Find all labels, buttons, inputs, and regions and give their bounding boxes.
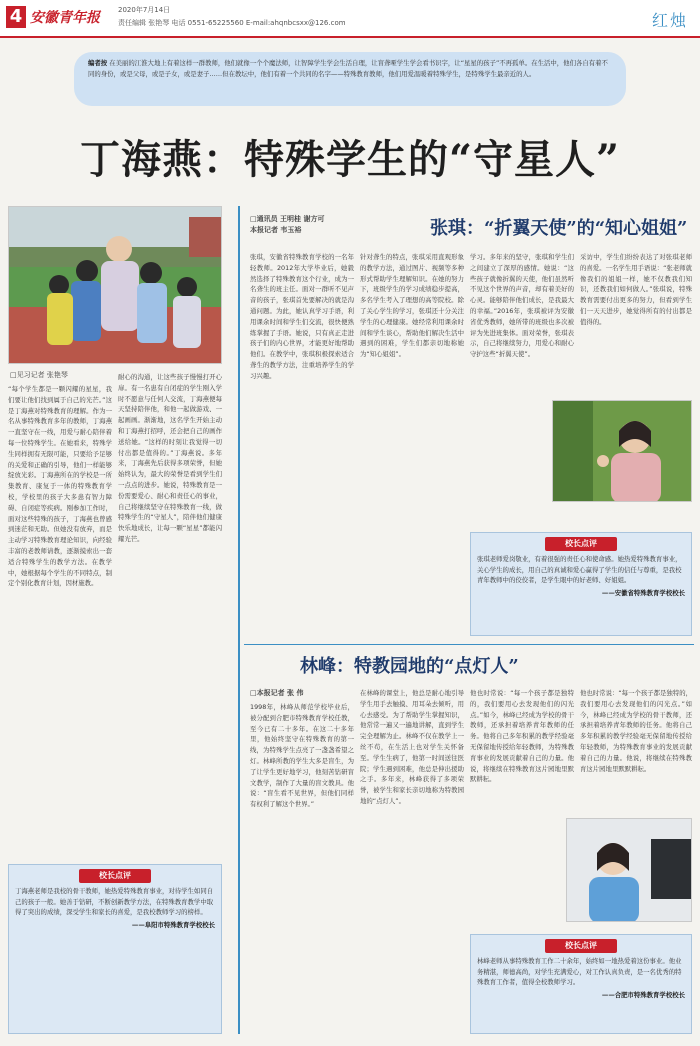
left-principal-comment	[8, 864, 222, 1034]
issue-date: 2020年7月14日	[118, 6, 171, 14]
zhang-article-column-2: 针对聋生的特点，张琪采用直观形象的教学方法，通过图片、视频等多种形式帮助学生理解知识。在她的努力下，班级学生的学习成绩稳步提高，多名学生考入了理想的高等院校。除了关心学生的学习，张琪还十分关注学生的心理健康。她经常利用课余时间和学生谈心，帮助他们解决生活中遇到的困难，学生们都亲切地称她为“知心姐姐”。	[360, 253, 464, 359]
main-headline: 丁海燕：特殊学生的“守星人”	[79, 136, 620, 183]
editor-note-text: 在美丽的江淮大地上有着这样一群教师，他们就像一个个魔法师，让智障学生学会生活自理，让盲聋哑学生学会看书识字，让“星星的孩子”不再孤单。在生活中，他们各自有着不同的身份，或是父母，或是子女，或是妻子……但在教坛中，他们有着一个共同的名字——特殊教育教师，他们用爱温暖着特殊学生，是特殊学生最亲近的人。	[88, 59, 608, 78]
zhang-principal-comment	[470, 532, 692, 636]
column-divider	[238, 206, 240, 1034]
lin-principal-comment	[470, 934, 692, 1034]
zhang-article-column-3: 学习。多年来的坚守，张琪和学生们之间建立了深厚的感情。她说：“这些孩子就像折翼的天使，他们虽然听不见这个世界的声音，却有着美好的心灵。能够陪伴他们成长，是我最大的幸福。”2016年，张琪被评为安徽省优秀教师，她所带的班级也多次被评为先进班集体。面对荣誉，张琪表示，自己将继续努力，用爱心和耐心守护这些“折翼天使”。	[470, 253, 574, 359]
page-header	[0, 0, 700, 38]
zhang-article-title: 张琪：“折翼天使”的“知心姐姐”	[430, 218, 688, 239]
lin-article-column-2: 在林峰的课堂上，他总是耐心地引导学生用手去触摸、用耳朵去倾听，用心去感受。为了帮助学生掌握知识，他常常一遍又一遍地讲解，直到学生完全理解为止。林峰不仅在教学上一丝不苟，在生活上也对学生关怀备至。学生生病了，他第一时间送往医院；学生遇到困难，他总是伸出援助之手。多年来，林峰获得了多项荣誉，被学生和家长亲切地称为特教园地的“点灯人”。	[360, 689, 464, 805]
comment-signature: ——安徽省特殊教育学校校长	[601, 588, 685, 597]
zhang-article-column-4: 采访中，学生们纷纷表达了对张琪老师的喜爱。一名学生用手语说：“张老师就像我们的姐姐一样，她不仅教我们知识，还教我们如何做人。”张琪说，特殊教育需要付出更多的努力，但看到学生们一天天进步，她觉得所有的付出都是值得的。	[580, 253, 692, 326]
lin-article-column-3: 他也时常说：“每一个孩子都是独特的，我们要用心去发现他们的闪光点。”如今，林峰已经成为学校的骨干教师，还承担着培养青年教师的任务。他将自己多年积累的教学经验毫无保留地传授给年轻教师，为特殊教育事业的发展贡献着自己的力量。他说，将继续在特殊教育这片园地里默默耕耘。	[470, 689, 574, 784]
comment-heading: 校长点评	[79, 869, 151, 883]
comment-text: 丁海燕老师是我校的骨干教师，她热爱特殊教育事业，对待学生如同自己的孩子一般。她善于钻研，不断创新教学方法，在特殊教育教学中取得了突出的成绩，深受学生和家长的喜爱，是我校教师学习的榜样。	[15, 887, 214, 917]
newspaper-name: 安徽青年报	[30, 10, 100, 26]
editor-note	[74, 52, 626, 106]
comment-signature: ——合肥市特殊教育学校校长	[601, 990, 685, 999]
photo-zhang-qi	[552, 400, 692, 502]
comment-heading: 校长点评	[545, 939, 617, 953]
lin-article-column-4: 他也时常说：“每一个孩子都是独特的，我们要用心去发现他们的闪光点。”如今，林峰已经成为学校的骨干教师，还承担着培养青年教师的任务。他将自己多年积累的教学经验毫无保留地传授给年轻教师，为特殊教育事业的发展贡献着自己的力量。他说，将继续在特殊教育这片园地里默默耕耘。	[580, 689, 692, 773]
lin-article-title: 林峰：特教园地的“点灯人”	[300, 656, 519, 677]
zhang-article-byline: □通讯员 王明桂 谢方可 本报记者 韦玉裕	[250, 215, 325, 234]
comment-text: 林峰老师从事特殊教育工作二十余年，始终如一地热爱着这份事业。他业务精湛，师德高尚，对学生充满爱心，对工作认真负责，是一名优秀的特殊教育工作者，值得全校教师学习。	[477, 957, 682, 987]
editor-note-label: 编者按	[88, 59, 108, 67]
editor-contact: 责任编辑 张艳琴 电话 0551-65225560 E-mail:ahqnbcsxx@126.com	[118, 19, 346, 27]
lin-article-column-1: 1998年，林峰从师范学校毕业后，被分配到合肥市特殊教育学校任教，至今已有二十多年。在这二十多年里，他始终坚守在特殊教育的第一线，为特殊学生点亮了一盏盏希望之灯。林峰所教的学生大多是盲生，为了让学生更好地学习，他刻苦钻研盲文教学，制作了大量的盲文教具。他说：“盲生看不见世界，但他们同样有权利了解这个世界。”	[250, 703, 354, 809]
photo-ding-haiyan-with-students	[8, 206, 222, 364]
zhang-article-column-1: 张琪，安徽省特殊教育学校的一名年轻教师。2012年大学毕业后，她毅然选择了特殊教育这个行业，成为一名聋生的班主任。面对一群听不见声音的孩子，张琪首先要解决的就是沟通问题。为此，她认真学习手语，利用课余时间和学生们交流，很快便熟练掌握了手语。她说，只有真正走进孩子们的内心世界，才能更好地帮助他们。在教学中，张琪积极探索适合聋生的教学方法，注重培养学生的学习兴趣。	[250, 253, 354, 380]
left-article-column-1: “每个学生都是一颗闪耀的星星，我们要让他们找到属于自己的光芒。”这是丁海燕对特殊教育的理解。作为一名从事特殊教育多年的教师，丁海燕一直坚守在一线，用爱与耐心陪伴着每一位特殊学生。在她看来，特殊学生同样拥有无限可能，只要给予足够的关爱和正确的引导，他们一样能够绽放光彩。丁海燕所在的学校是一所集教育、康复于一体的特殊教育学校，学校里的孩子大多患有智力障碍、自闭症等疾病。刚参加工作时，面对这些特殊的孩子，丁海燕也曾感到迷茫和无助。但她没有放弃，而是主动学习特殊教育理论知识，向经验丰富的老教师请教，逐渐摸索出一套适合特殊学生的教学方法。在教学中，她根据每个学生的不同特点，制定个别化教育计划，因材施教。	[8, 385, 112, 588]
comment-signature: ——阜阳市特殊教育学校校长	[131, 920, 215, 929]
section-divider	[244, 644, 694, 645]
comment-heading: 校长点评	[545, 537, 617, 551]
photo-lin-feng	[566, 818, 692, 922]
page-number: 4	[6, 6, 26, 28]
left-article-byline: □见习记者 张艳琴	[10, 371, 68, 379]
left-article-column-2: 耐心的沟通，让这些孩子慢慢打开心扉。有一名患有自闭症的学生刚入学时不愿意与任何人交流，丁海燕便每天坚持陪伴他，和他一起做游戏、一起画画。渐渐地，这名学生开始主动和丁海燕打招呼，还会把自己的画作送给她。“这样的时刻让我觉得一切付出都是值得的。”丁海燕说。多年来，丁海燕先后获得多项荣誉，但她始终认为，最大的荣誉是看到学生们一点点的进步。她说，特殊教育是一份需要爱心、耐心和责任心的事业，自己将继续坚守在特殊教育一线，做特殊学生的“守星人”，陪伴他们健康快乐地成长，让每一颗“星星”都能闪耀光芒。	[118, 373, 222, 543]
section-title: 红烛	[651, 11, 688, 30]
lin-article-byline: □本报记者 张 伟	[250, 689, 304, 697]
comment-text: 张琪老师爱岗敬业，有着很强的责任心和使命感。她热爱特殊教育事业，关心学生的成长，用自己的真诚和爱心赢得了学生的信任与尊重，是我校青年教师中的佼佼者，是学生眼中的好老师、好姐姐。	[477, 555, 682, 585]
